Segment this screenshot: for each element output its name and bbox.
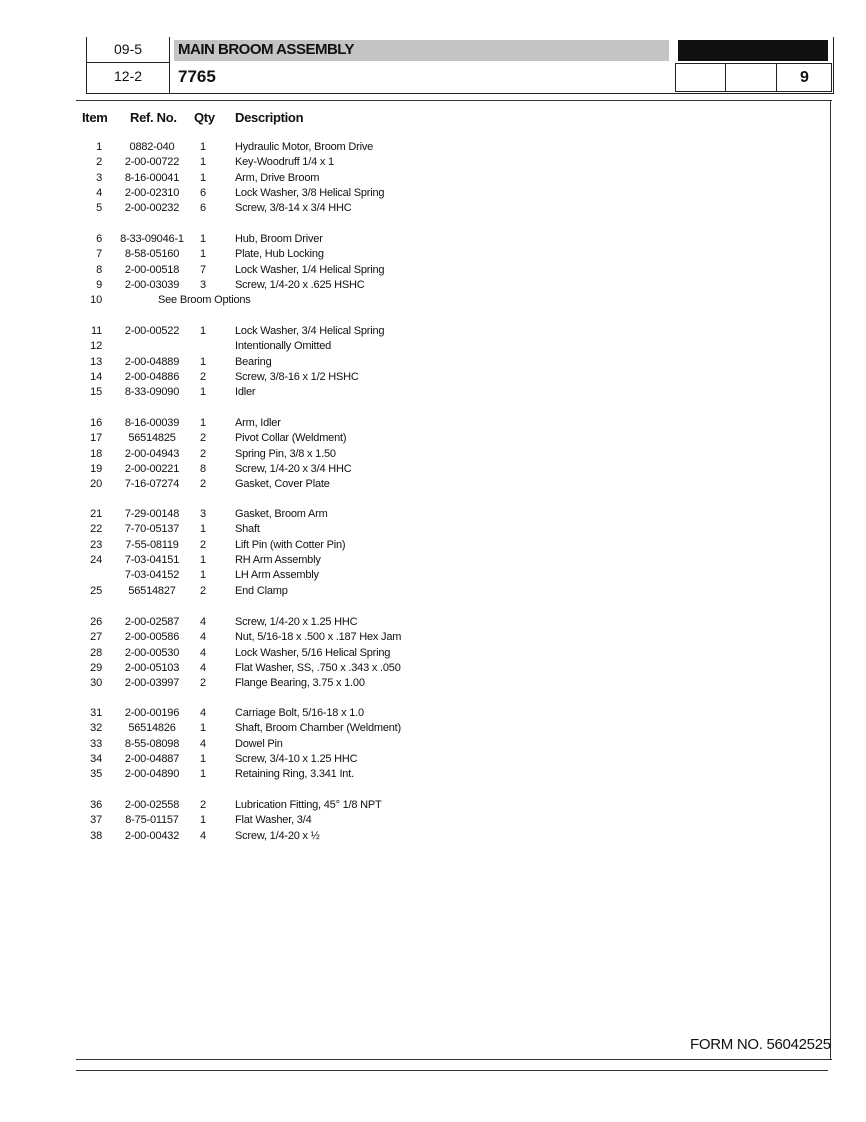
list-item <box>0 248 866 263</box>
list-item <box>0 662 866 677</box>
item-number: 16 <box>90 417 102 429</box>
description: Gasket, Cover Plate <box>235 478 330 491</box>
header-divider <box>169 37 170 93</box>
item-number: 31 <box>90 707 102 719</box>
header-box-1 <box>675 63 726 92</box>
ref-number: 2-00-00586 <box>124 631 180 644</box>
ref-number: 2-00-03039 <box>124 278 180 291</box>
list-item <box>0 523 866 538</box>
list-item <box>0 141 866 156</box>
list-item <box>0 371 866 386</box>
quantity: 1 <box>200 553 206 566</box>
ref-number: 2-00-00432 <box>124 829 180 842</box>
item-number: 33 <box>90 737 102 750</box>
list-item <box>0 172 866 187</box>
item-number: 37 <box>90 814 102 827</box>
item-number: 25 <box>90 584 102 597</box>
quantity: 1 <box>200 141 206 153</box>
ref-number: 2-00-00196 <box>124 707 180 719</box>
quantity: 1 <box>200 722 206 735</box>
list-item <box>0 814 866 829</box>
quantity: 4 <box>200 631 206 644</box>
description: RH Arm Assembly <box>235 553 321 566</box>
header-box-2 <box>726 63 777 92</box>
ref-number: 7-16-07274 <box>124 478 180 491</box>
item-number: 32 <box>90 722 102 735</box>
item-number: 22 <box>90 523 102 536</box>
list-item <box>0 616 866 631</box>
list-item <box>0 707 866 722</box>
list-item <box>0 386 866 401</box>
list-item <box>0 722 866 737</box>
column-header-qty: Qty <box>194 110 215 125</box>
quantity: 1 <box>200 325 206 337</box>
ref-number: 8-75-01157 <box>125 814 179 827</box>
list-item <box>0 356 866 371</box>
quantity: 2 <box>200 370 206 383</box>
item-number: 27 <box>90 631 102 644</box>
list-item <box>0 448 866 463</box>
item-number: 19 <box>90 462 102 475</box>
list-item <box>0 233 866 248</box>
ref-number: 8-16-00041 <box>124 171 180 184</box>
description: LH Arm Assembly <box>235 569 319 582</box>
description: Lift Pin (with Cotter Pin) <box>235 538 346 551</box>
quantity: 3 <box>200 508 206 520</box>
ref-number: 56514825 <box>128 432 176 445</box>
ref-number: 8-33-09090 <box>124 386 180 399</box>
quantity: 2 <box>200 478 206 491</box>
list-item <box>0 554 866 569</box>
list-item <box>0 432 866 447</box>
description: Hub, Broom Driver <box>235 233 323 245</box>
quantity: 4 <box>200 707 206 719</box>
description: Intentionally Omitted <box>235 340 332 353</box>
description: Key-Woodruff 1/4 x 1 <box>235 156 334 169</box>
ref-number: 2-00-00530 <box>124 646 180 659</box>
description: Shaft, Broom Chamber (Weldment) <box>235 722 401 735</box>
column-header-ref: Ref. No. <box>130 110 177 125</box>
description: End Clamp <box>235 584 288 597</box>
list-item <box>0 187 866 202</box>
header-black-bar <box>678 40 828 61</box>
list-item <box>0 264 866 279</box>
list-item <box>0 830 866 845</box>
quantity: 2 <box>200 584 206 597</box>
list-item <box>0 585 866 600</box>
ref-number: 56514826 <box>128 722 176 735</box>
description: Flat Washer, 3/4 <box>235 814 312 827</box>
description: Screw, 1/4-20 x 3/4 HHC <box>235 462 352 475</box>
ref-number: 2-00-02558 <box>124 799 180 811</box>
list-item <box>0 279 866 294</box>
description: Lock Washer, 3/4 Helical Spring <box>235 325 385 337</box>
quantity: 4 <box>200 616 206 628</box>
item-number: 20 <box>90 478 102 491</box>
quantity: 1 <box>200 814 206 827</box>
quantity: 1 <box>200 523 206 536</box>
ref-number: 2-00-04889 <box>124 355 180 368</box>
description: Idler <box>235 386 256 399</box>
footer-rule-bottom <box>76 1070 828 1071</box>
quantity: 4 <box>200 829 206 842</box>
ref-number: 2-00-04886 <box>124 370 180 383</box>
ref-number: 8-33-09046-1 <box>120 233 184 245</box>
ref-number: 56514827 <box>128 584 176 597</box>
item-number: 21 <box>90 508 102 520</box>
item-number: 12 <box>90 340 102 353</box>
item-number: 14 <box>90 370 102 383</box>
description: Screw, 1/4-20 x 1.25 HHC <box>235 616 358 628</box>
quantity: 2 <box>200 538 206 551</box>
column-header-description: Description <box>235 110 304 125</box>
ref-number: 2-00-03997 <box>124 677 180 690</box>
description: Bearing <box>235 355 272 368</box>
description: Pivot Collar (Weldment) <box>235 432 347 445</box>
ref-number: 7-55-08119 <box>125 538 179 551</box>
quantity: 1 <box>200 768 206 781</box>
header-code-divider <box>86 62 170 63</box>
description: Flat Washer, SS, .750 x .343 x .050 <box>235 661 401 674</box>
description: Spring Pin, 3/8 x 1.50 <box>235 447 336 460</box>
list-item <box>0 325 866 340</box>
ref-number: 2-00-00722 <box>124 156 180 169</box>
description: Plate, Hub Locking <box>235 248 324 261</box>
quantity: 4 <box>200 661 206 674</box>
description: Nut, 5/16-18 x .500 x .187 Hex Jam <box>235 631 402 644</box>
content-top-rule <box>76 100 832 101</box>
quantity: 1 <box>200 569 206 582</box>
item-number: 9 <box>96 278 102 291</box>
list-item <box>0 508 866 523</box>
item-number: 11 <box>90 325 102 337</box>
description: Screw, 1/4-20 x ½ <box>235 829 320 842</box>
revision-code-bottom: 12-2 <box>114 68 143 84</box>
item-note: See Broom Options <box>158 294 251 307</box>
quantity: 7 <box>200 263 206 276</box>
item-number: 3 <box>96 171 102 184</box>
list-item <box>0 631 866 646</box>
description: Screw, 1/4-20 x .625 HSHC <box>235 278 365 291</box>
ref-number: 2-00-00232 <box>124 202 180 215</box>
revision-code-top: 09-5 <box>114 41 143 57</box>
ref-number: 2-00-00518 <box>124 263 180 276</box>
description: Lubrication Fitting, 45° 1/8 NPT <box>235 799 382 811</box>
quantity: 2 <box>200 432 206 445</box>
quantity: 1 <box>200 417 206 429</box>
description: Lock Washer, 3/8 Helical Spring <box>235 186 385 199</box>
item-number: 4 <box>96 186 102 199</box>
list-item <box>0 647 866 662</box>
quantity: 2 <box>200 447 206 460</box>
list-item <box>0 478 866 493</box>
list-item <box>0 294 866 309</box>
list-item <box>0 799 866 814</box>
item-number: 36 <box>90 799 102 811</box>
description: Retaining Ring, 3.341 Int. <box>235 768 354 781</box>
item-number: 8 <box>96 263 102 276</box>
item-number: 17 <box>90 432 102 445</box>
quantity: 1 <box>200 752 206 765</box>
ref-number: 7-70-05137 <box>124 523 180 536</box>
ref-number: 8-16-00039 <box>124 417 180 429</box>
ref-number: 2-00-02587 <box>124 616 180 628</box>
footer-rule-top <box>76 1059 832 1060</box>
page-number: 9 <box>800 69 809 86</box>
list-item <box>0 738 866 753</box>
list-item <box>0 539 866 554</box>
quantity: 1 <box>200 386 206 399</box>
item-number: 15 <box>90 386 102 399</box>
ref-number: 0882-040 <box>129 141 175 153</box>
quantity: 1 <box>200 248 206 261</box>
ref-number: 8-55-08098 <box>124 737 180 750</box>
ref-number: 2-00-05103 <box>124 661 180 674</box>
ref-number: 8-58-05160 <box>124 248 180 261</box>
quantity: 6 <box>200 202 206 215</box>
list-item <box>0 417 866 432</box>
description: Arm, Drive Broom <box>235 171 320 184</box>
ref-number: 2-00-04890 <box>124 768 180 781</box>
ref-number: 2-00-00522 <box>124 325 180 337</box>
item-number: 13 <box>90 355 102 368</box>
list-item <box>0 768 866 783</box>
item-number: 26 <box>90 616 102 628</box>
item-number: 24 <box>90 553 102 566</box>
ref-number: 7-29-00148 <box>124 508 180 520</box>
page-title: MAIN BROOM ASSEMBLY <box>178 41 355 58</box>
description: Screw, 3/4-10 x 1.25 HHC <box>235 752 358 765</box>
quantity: 1 <box>200 233 206 245</box>
ref-number: 2-00-00221 <box>124 462 180 475</box>
model-number: 7765 <box>178 67 216 86</box>
ref-number: 7-03-04151 <box>124 553 180 566</box>
column-header-item: Item <box>82 110 108 125</box>
quantity: 2 <box>200 799 206 811</box>
item-number: 30 <box>90 677 102 690</box>
quantity: 8 <box>200 462 206 475</box>
quantity: 3 <box>200 278 206 291</box>
description: Flange Bearing, 3.75 x 1.00 <box>235 677 365 690</box>
item-number: 38 <box>90 829 102 842</box>
item-number: 28 <box>90 646 102 659</box>
item-number: 18 <box>90 447 102 460</box>
item-number: 35 <box>90 768 102 781</box>
list-item <box>0 677 866 692</box>
description: Shaft <box>235 523 260 536</box>
description: Dowel Pin <box>235 737 283 750</box>
item-number: 2 <box>96 156 102 169</box>
quantity: 4 <box>200 646 206 659</box>
item-number: 34 <box>90 752 102 765</box>
description: Arm, Idler <box>235 417 281 429</box>
item-number: 1 <box>96 141 102 153</box>
item-number: 6 <box>96 233 102 245</box>
description: Gasket, Broom Arm <box>235 508 328 520</box>
quantity: 4 <box>200 737 206 750</box>
list-item <box>0 753 866 768</box>
list-item <box>0 202 866 217</box>
quantity: 1 <box>200 355 206 368</box>
description: Screw, 3/8-16 x 1/2 HSHC <box>235 370 359 383</box>
description: Lock Washer, 1/4 Helical Spring <box>235 263 385 276</box>
quantity: 2 <box>200 677 206 690</box>
quantity: 1 <box>200 156 206 169</box>
list-item <box>0 340 866 355</box>
item-number: 29 <box>90 661 102 674</box>
item-number: 7 <box>96 248 102 261</box>
ref-number: 7-03-04152 <box>124 569 180 582</box>
quantity: 6 <box>200 186 206 199</box>
ref-number: 2-00-04887 <box>124 752 180 765</box>
ref-number: 2-00-04943 <box>124 447 180 460</box>
description: Lock Washer, 5/16 Helical Spring <box>235 646 391 659</box>
item-number: 10 <box>90 294 102 307</box>
list-item <box>0 569 866 584</box>
quantity: 1 <box>200 171 206 184</box>
form-number: FORM NO. 56042525 <box>690 1036 831 1053</box>
item-number: 23 <box>90 538 102 551</box>
ref-number: 2-00-02310 <box>124 186 180 199</box>
description: Hydraulic Motor, Broom Drive <box>235 141 374 153</box>
list-item <box>0 156 866 171</box>
item-number: 5 <box>96 202 102 215</box>
description: Carriage Bolt, 5/16-18 x 1.0 <box>235 707 364 719</box>
list-item <box>0 463 866 478</box>
description: Screw, 3/8-14 x 3/4 HHC <box>235 202 352 215</box>
